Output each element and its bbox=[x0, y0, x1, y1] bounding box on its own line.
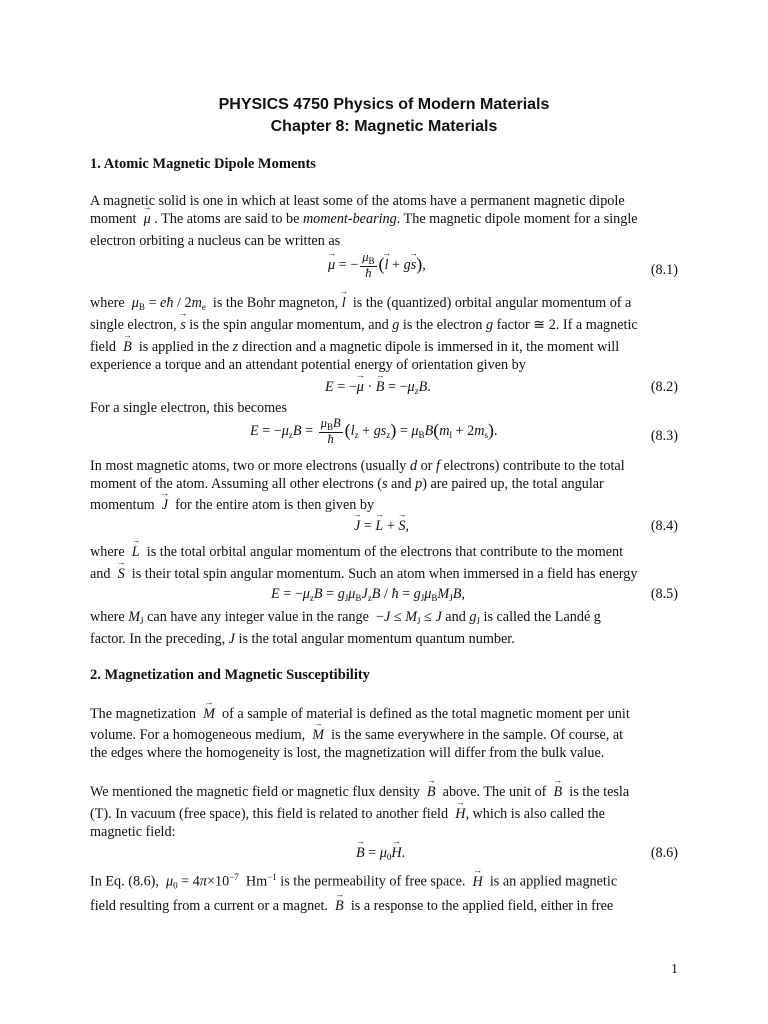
equation-8-6: → $B = \mu_0\to H$. bbox=[356, 845, 405, 862]
paragraph-line: and → S is their total spin angular momentum. Such an atom when immersed in a field has energy bbox=[90, 566, 637, 583]
equation-number: (8.1) bbox=[650, 262, 678, 278]
paragraph-line: (T). In vacuum (free space), this field is related to another field → H, which is also called the bbox=[90, 806, 605, 823]
paragraph-line: moment → μ . The atoms are said to be moment-bearing. The magnetic dipole moment for a single bbox=[90, 211, 638, 228]
paragraph-line: moment of the atom. Assuming all other electrons (s and p) are paired up, the total angular bbox=[90, 476, 604, 492]
paragraph-line: factor. In the preceding, J is the total angular momentum quantum number. bbox=[90, 631, 515, 647]
equation-8-1: → μ = − $\frac{\mu_B}{ħ}$ (→ l + g→ s), bbox=[328, 251, 426, 281]
paragraph-line: electron orbiting a nucleus can be written as bbox=[90, 233, 341, 249]
paragraph-line: where $M_J$ can have any integer value in the range $-J \le M_J \le J$ and $g_J$ is called the Landé g bbox=[90, 609, 601, 626]
paragraph-line: field resulting from a current or a magnet. → B is a response to the applied field, either in free bbox=[90, 898, 613, 915]
paragraph-line: where → L is the total orbital angular momentum of the electrons that contribute to the moment bbox=[90, 544, 623, 561]
equation-number: (8.4) bbox=[650, 518, 678, 534]
page-number: 1 bbox=[671, 962, 678, 977]
paragraph-line: A magnetic solid is one in which at least some of the atoms have a permanent magnetic dipole bbox=[90, 193, 625, 209]
paragraph-line: For a single electron, this becomes bbox=[90, 400, 287, 416]
paragraph-line: field → B is applied in the z direction and a magnetic dipole is immersed in it, the moment will bbox=[90, 339, 619, 356]
paragraph-line: We mentioned the magnetic field or magnetic flux density → B above. The unit of → B is the tesla bbox=[90, 784, 629, 801]
paragraph-line: the edges where the homogeneity is lost, the magnetization will differ from the bulk value. bbox=[90, 745, 605, 761]
paragraph-line: experience a torque and an attendant potential energy of orientation given by bbox=[90, 357, 526, 373]
paragraph-line: where $\mu_B$ = eħ / $2m_e$ is the Bohr magneton, → l is the (quantized) orbital angular momentum of a bbox=[90, 295, 631, 312]
chapter-title: Chapter 8: Magnetic Materials bbox=[270, 118, 498, 135]
equation-number: (8.5) bbox=[650, 586, 678, 602]
paragraph-line: momentum → J for the entire atom is then given by bbox=[90, 497, 374, 514]
paragraph-line: single electron, → s is the spin angular momentum, and g is the electron g factor ≅ 2. If a magnetic bbox=[90, 317, 638, 334]
document-title: PHYSICS 4750 Physics of Modern Materials bbox=[218, 96, 550, 113]
paragraph-line: In most magnetic atoms, two or more electrons (usually d or f electrons) contribute to the total bbox=[90, 458, 625, 474]
equation-number: (8.2) bbox=[650, 379, 678, 395]
section-heading-1: 1. Atomic Magnetic Dipole Moments bbox=[90, 156, 316, 172]
paragraph-line: magnetic field: bbox=[90, 824, 176, 840]
paragraph-line: In Eq. (8.6), $\mu_0 = 4\pi\times 10^{-7}$ $Hm^{-1}$ is the permeability of free space. → H is an applied magnetic bbox=[90, 872, 617, 891]
equation-8-2: E = −→ μ · → $B = -\mu_zB$. bbox=[325, 379, 431, 396]
section-heading-2: 2. Magnetization and Magnetic Susceptibility bbox=[90, 667, 370, 683]
equation-8-4: → J = → L + → S, bbox=[354, 518, 409, 535]
equation-number: (8.3) bbox=[650, 428, 678, 444]
paragraph-line: The magnetization → M of a sample of material is defined as the total magnetic moment per unit bbox=[90, 706, 630, 723]
equation-8-3: $E = -\mu_zB$ = $\frac{\mu_BB}{ħ}$ $(l_z + gs_z) = \mu_BB(m_l + 2m_s)$. bbox=[250, 416, 498, 447]
paragraph-line: volume. For a homogeneous medium, → M is the same everywhere in the sample. Of course, at bbox=[90, 727, 623, 744]
equation-number: (8.6) bbox=[650, 845, 678, 861]
equation-8-5: $E = -\mu_zB = g_J\mu_BJ_zB$ / ħ = $g_J\mu_BM_JB$, bbox=[271, 586, 465, 603]
